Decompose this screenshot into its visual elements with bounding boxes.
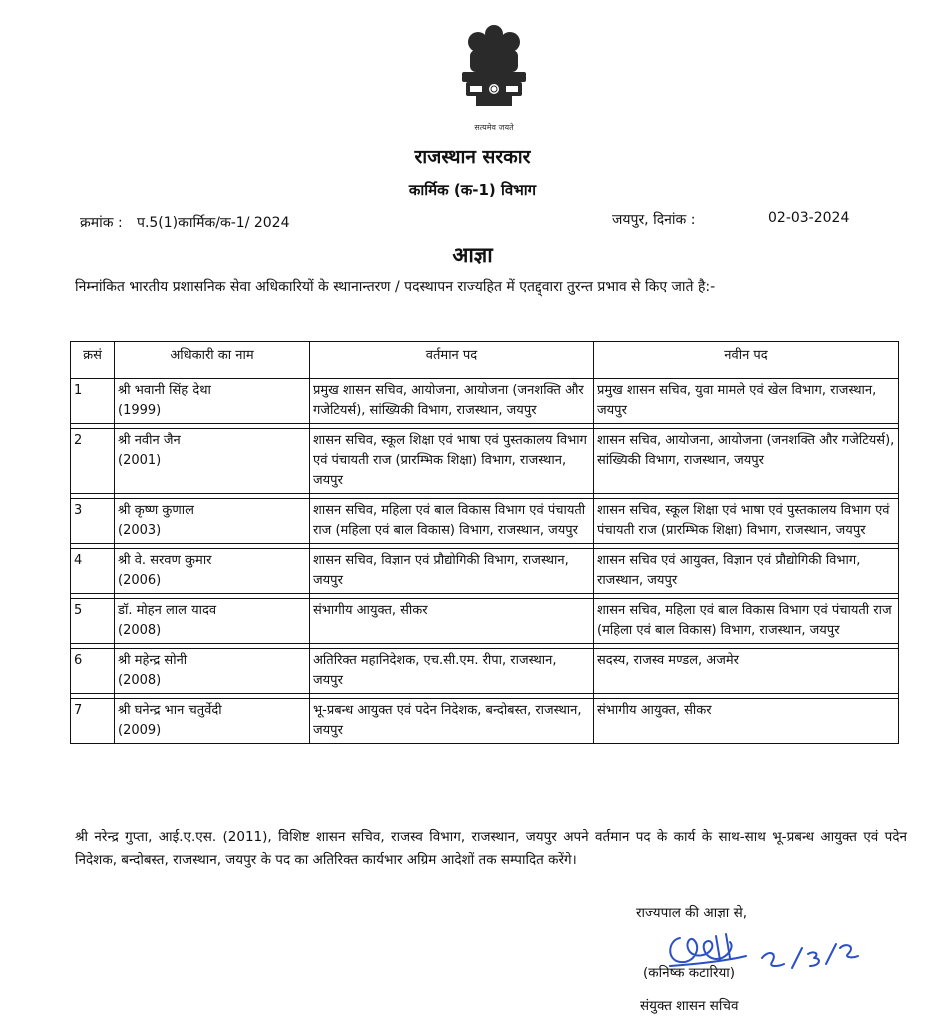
signer-designation: संयुक्त शासन सचिव [640, 998, 739, 1014]
cell-current-post: भू-प्रबन्ध आयुक्त एवं पदेन निदेशक, बन्दोबस्त, राजस्थान, जयपुर [310, 699, 594, 744]
ref-number: प.5(1)कार्मिक/क-1/ 2024 [137, 215, 290, 231]
table-header-row [71, 342, 899, 379]
cell-officer [115, 499, 310, 544]
table-row [71, 699, 899, 744]
by-order-of-governor: राज्यपाल की आज्ञा से, [636, 905, 747, 921]
additional-charge-note: श्री नरेन्द्र गुप्ता, आई.ए.एस. (2011), विशिष्ट शासन सचिव, राजस्व विभाग, राजस्थान, जयपुर अपने वर्तमान पद के कार्य के साथ-साथ भू-प्रबन्ध आयुक्त एवं पदेन निदेशक, बन्दोबस्त, राजस्थान, जयपुर के पद का अतिरिक्त कार्यभार अग्रिम आदेशों तक सम्पादित करेंगे। [75, 829, 907, 868]
cell-new-post: संभागीय आयुक्त, सीकर [594, 699, 899, 744]
cell-officer [115, 649, 310, 694]
cell-current-post: शासन सचिव, विज्ञान एवं प्रौद्योगिकी विभाग, राजस्थान, जयपुर [310, 549, 594, 594]
table-row [71, 599, 899, 644]
transfer-table [70, 341, 899, 744]
table-row [71, 499, 899, 544]
signer-name: (कनिष्क कटारिया) [643, 965, 736, 981]
officer-name: श्री घनेन्द्र भान चतुर्वेदी [118, 703, 222, 718]
table-row [71, 429, 899, 494]
officer-name: श्री महेन्द्र सोनी [118, 653, 188, 668]
emblem-motto: सत्यमेव जयते [474, 123, 514, 132]
officer-name: श्री कृष्ण कुणाल [118, 503, 194, 518]
cell-current-post: प्रमुख शासन सचिव, आयोजना, आयोजना (जनशक्ति और गजेटियर्स), सांख्यिकी विभाग, राजस्थान, जयपुर [310, 379, 594, 424]
order-date: 02-03-2024 [768, 210, 850, 226]
officer-batch: (2006) [118, 573, 162, 588]
header-new-post: नवीन पद [594, 342, 899, 379]
department-name: कार्मिक (क-1) विभाग [408, 181, 537, 199]
table-body [71, 379, 899, 744]
cell-current-post: अतिरिक्त महानिदेशक, एच.सी.एम. रीपा, राजस्थान, जयपुर [310, 649, 594, 694]
officer-batch: (2009) [118, 723, 162, 738]
lion-capital-icon [448, 20, 540, 120]
header-current-post: वर्तमान पद [310, 342, 594, 379]
cell-officer [115, 429, 310, 494]
cell-sno: 7 [71, 699, 115, 744]
officer-batch: (1999) [118, 403, 162, 418]
cell-sno: 4 [71, 549, 115, 594]
cell-new-post: सदस्य, राजस्व मण्डल, अजमेर [594, 649, 899, 694]
officer-name: श्री नवीन जैन [118, 433, 181, 448]
table-row [71, 649, 899, 694]
table-row [71, 379, 899, 424]
order-intro: निम्नांकित भारतीय प्रशासनिक सेवा अधिकारियों के स्थानान्तरण / पदस्थापन राज्यहित में एतद्द्वारा तुरन्त प्रभाव से किए जाते है:- [75, 279, 716, 295]
cell-new-post: शासन सचिव, आयोजना, आयोजना (जनशक्ति और गजेटियर्स), सांख्यिकी विभाग, राजस्थान, जयपुर [594, 429, 899, 494]
cell-sno: 5 [71, 599, 115, 644]
cell-officer [115, 599, 310, 644]
cell-current-post: संभागीय आयुक्त, सीकर [310, 599, 594, 644]
state-emblem [448, 20, 540, 138]
cell-officer [115, 549, 310, 594]
order-title: आज्ञा [452, 243, 493, 267]
cell-current-post: शासन सचिव, महिला एवं बाल विकास विभाग एवं पंचायती राज (महिला एवं बाल विकास) विभाग, राजस्थान, जयपुर [310, 499, 594, 544]
place-date-label: जयपुर, दिनांक : [612, 212, 696, 228]
ref-label: क्रमांक : [80, 215, 123, 231]
table-row [71, 549, 899, 594]
officer-name: श्री भवानी सिंह देथा [118, 383, 211, 398]
cell-officer [115, 379, 310, 424]
cell-current-post: शासन सचिव, स्कूल शिक्षा एवं भाषा एवं पुस्तकालय विभाग एवं पंचायती राज (प्रारम्भिक शिक्षा) विभाग, राजस्थान, जयपुर [310, 429, 594, 494]
cell-new-post: शासन सचिव एवं आयुक्त, विज्ञान एवं प्रौद्योगिकी विभाग, राजस्थान, जयपुर [594, 549, 899, 594]
cell-sno: 6 [71, 649, 115, 694]
cell-new-post: प्रमुख शासन सचिव, युवा मामले एवं खेल विभाग, राजस्थान, जयपुर [594, 379, 899, 424]
government-name: राजस्थान सरकार [414, 146, 531, 168]
cell-officer [115, 699, 310, 744]
officer-batch: (2003) [118, 523, 162, 538]
header-sno: क्रसं [71, 342, 115, 379]
cell-sno: 2 [71, 429, 115, 494]
cell-sno: 3 [71, 499, 115, 544]
header-name: अधिकारी का नाम [115, 342, 310, 379]
cell-new-post: शासन सचिव, महिला एवं बाल विकास विभाग एवं पंचायती राज (महिला एवं बाल विकास) विभाग, राजस्थान, जयपुर [594, 599, 899, 644]
officer-batch: (2008) [118, 673, 162, 688]
cell-new-post: शासन सचिव, स्कूल शिक्षा एवं भाषा एवं पुस्तकालय विभाग एवं पंचायती राज (प्रारम्भिक शिक्षा) विभाग, राजस्थान, जयपुर [594, 499, 899, 544]
officer-batch: (2001) [118, 453, 162, 468]
officer-name: डॉ. मोहन लाल यादव [118, 603, 217, 618]
officer-name: श्री वे. सरवण कुमार [118, 553, 212, 568]
officer-batch: (2008) [118, 623, 162, 638]
cell-sno: 1 [71, 379, 115, 424]
